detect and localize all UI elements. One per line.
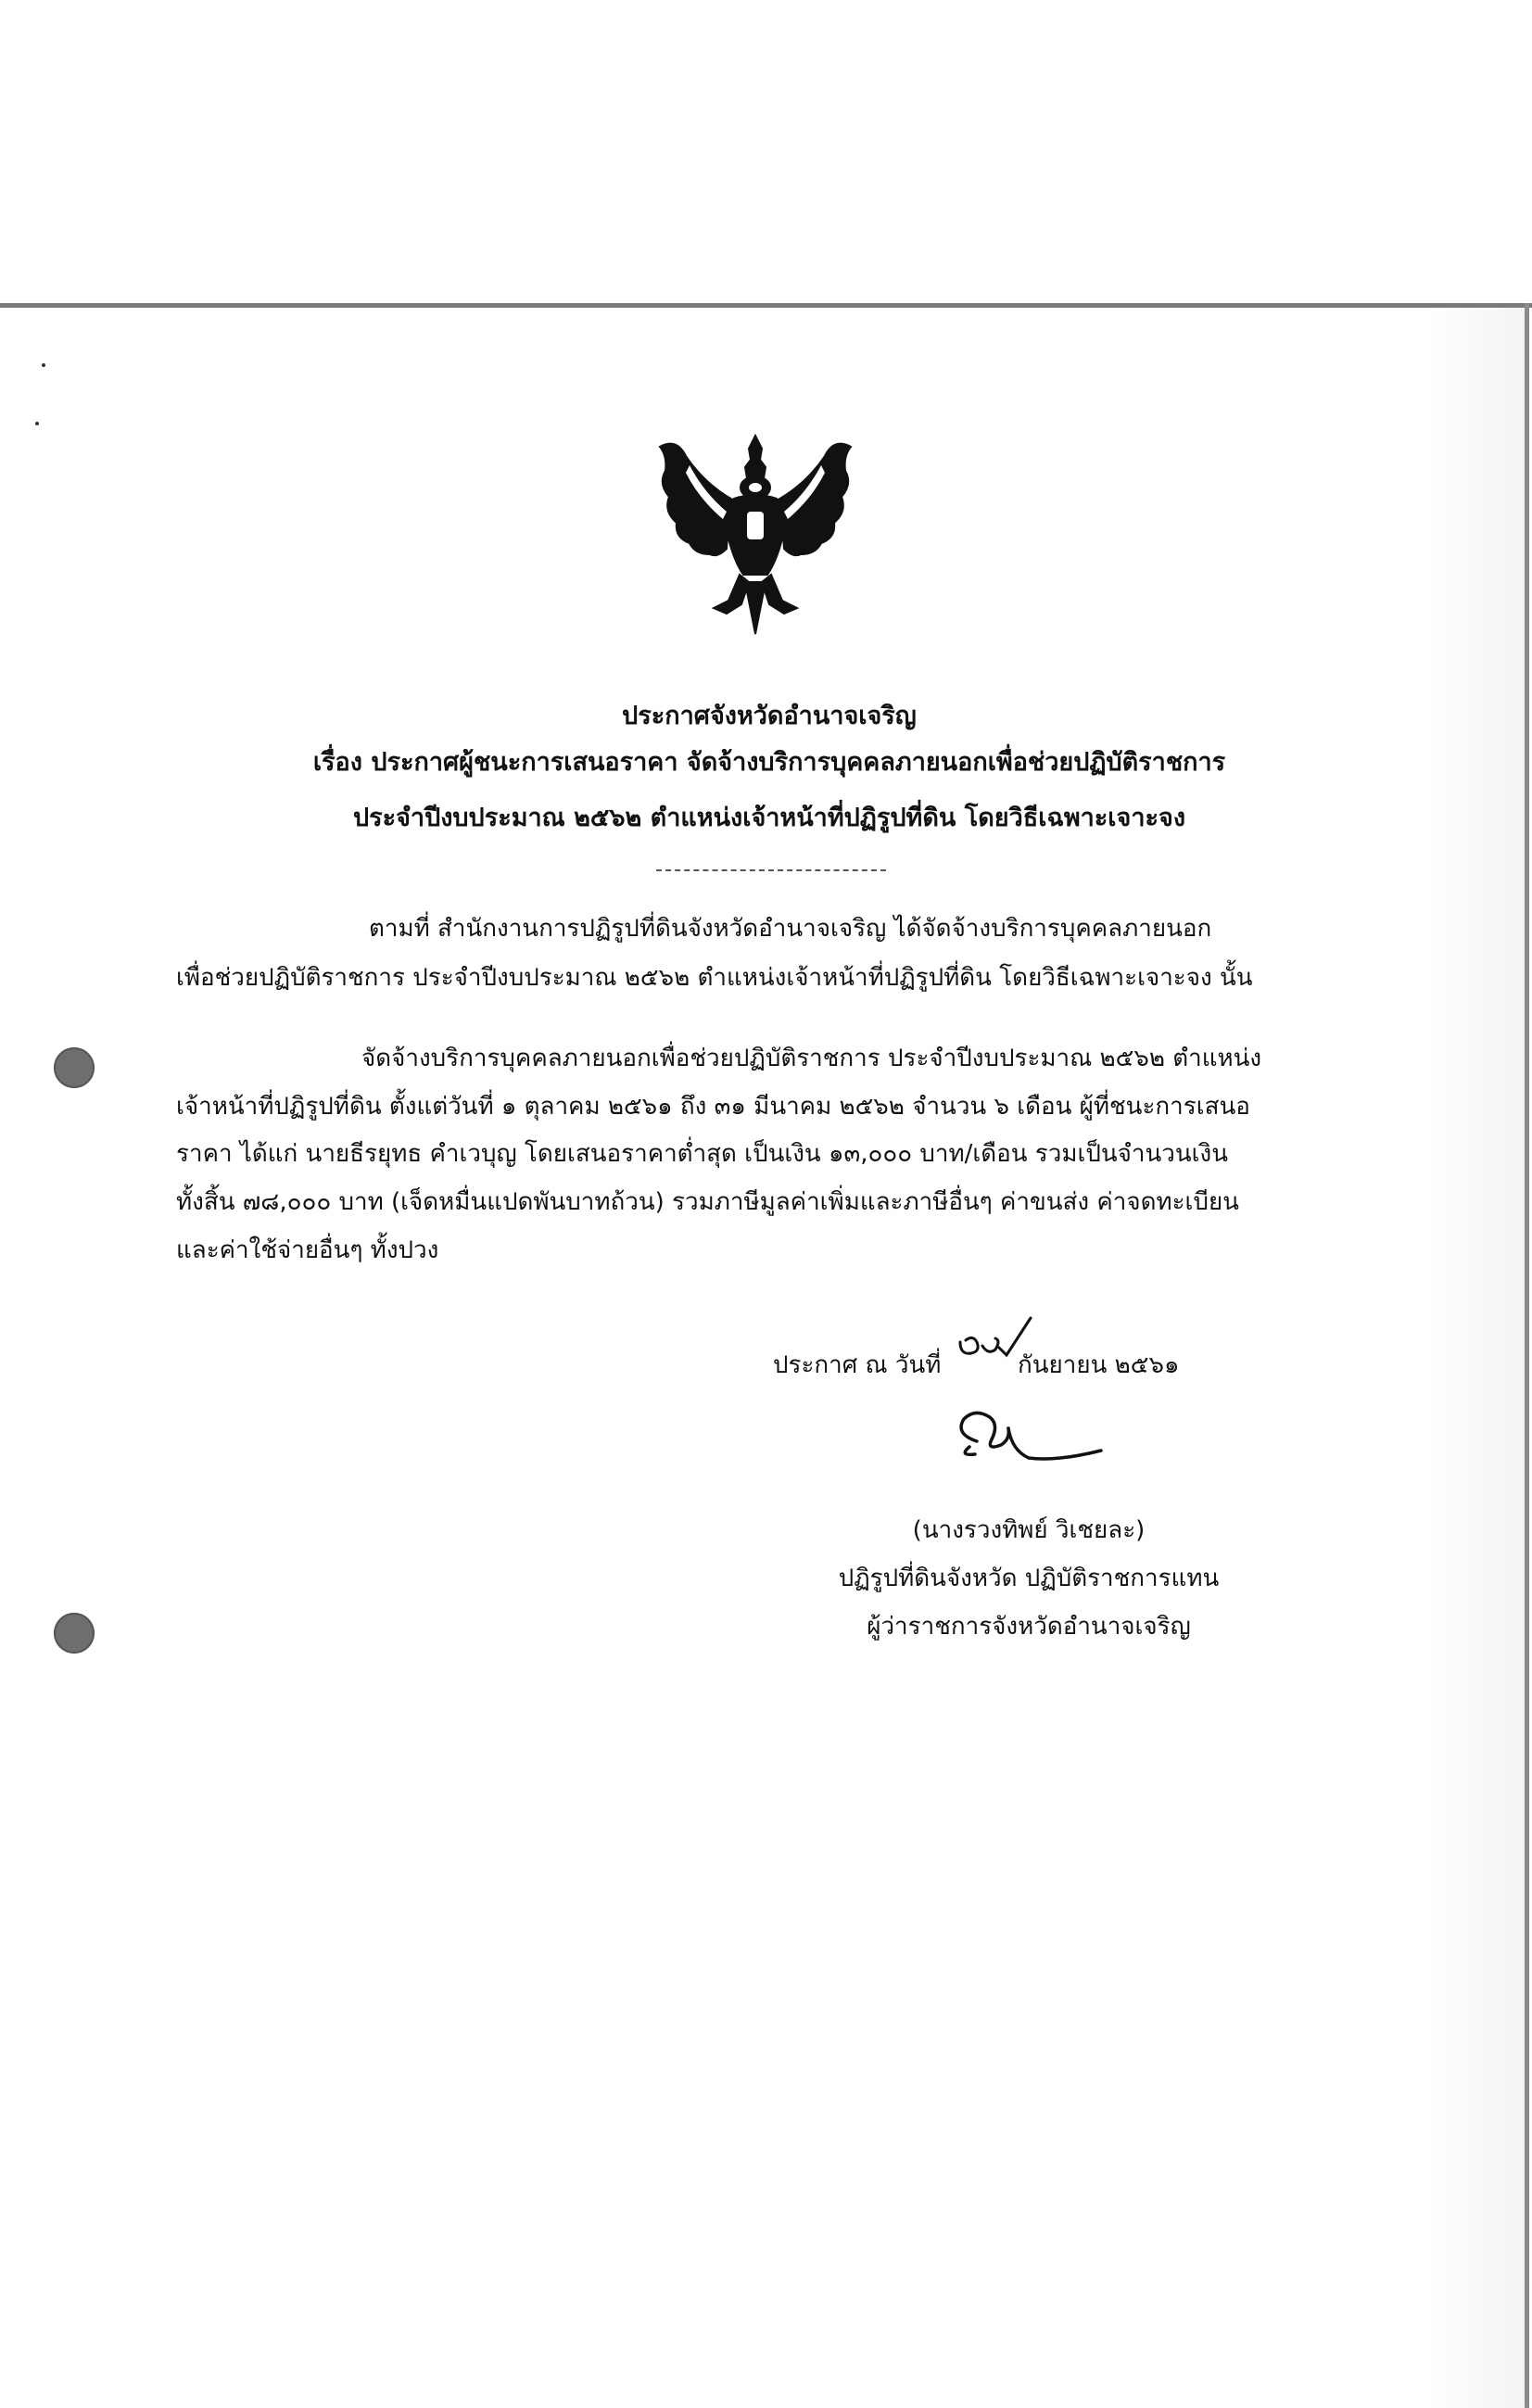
announcement-title: ประกาศจังหวัดอำนาจเจริญ <box>622 702 917 730</box>
signer-position-line2: ผู้ว่าราชการจังหวัดอำนาจเจริญ <box>867 1613 1191 1641</box>
paragraph1-line1: ตามที่ สำนักงานการปฏิรูปที่ดินจังหวัดอำนาจเจริญ ได้จัดจ้างบริการบุคคลภายนอก <box>369 915 1212 943</box>
paragraph2-line3: ราคา ได้แก่ นายธีรยุทธ คำเวบุญ โดยเสนอราคาต่ำสุด เป็นเงิน ๑๓,๐๐๐ บาท/เดือน รวมเป็นจำนวนเงิน <box>176 1140 1229 1168</box>
announce-month-year: กันยายน ๒๕๖๑ <box>1018 1351 1180 1379</box>
paragraph2-line5: และค่าใช้จ่ายอื่นๆ ทั้งปวง <box>176 1236 439 1264</box>
punch-hole-top <box>54 1047 95 1088</box>
garuda-emblem-icon <box>649 419 862 638</box>
handwritten-signature <box>945 1404 1112 1469</box>
scan-right-border <box>1525 303 1529 2408</box>
announcement-subject-line2: ประจำปีงบประมาณ ๒๕๖๒ ตำแหน่งเจ้าหน้าที่ปฏิรูปที่ดิน โดยวิธีเฉพาะเจาะจง <box>352 804 1186 832</box>
announce-date-prefix: ประกาศ ณ วันที่ <box>773 1351 942 1379</box>
separator-rule <box>656 869 886 871</box>
signer-position-line1: ปฏิรูปที่ดินจังหวัด ปฏิบัติราชการแทน <box>838 1565 1220 1592</box>
paragraph2-line2: เจ้าหน้าที่ปฏิรูปที่ดิน ตั้งแต่วันที่ ๑ ตุลาคม ๒๕๖๑ ถึง ๓๑ มีนาคม ๒๕๖๒ จำนวน ๖ เดือน ผู้ที่ชนะการเสนอ <box>176 1093 1250 1121</box>
paragraph2-line4: ทั้งสิ้น ๗๘,๐๐๐ บาท (เจ็ดหมื่นแปดพันบาทถ้วน) รวมภาษีมูลค่าเพิ่มและภาษีอื่นๆ ค่าขนส่ง ค่าจดทะเบียน <box>176 1188 1239 1216</box>
announcement-subject-line1: เรื่อง ประกาศผู้ชนะการเสนอราคา จัดจ้างบริการบุคคลภายนอกเพื่อช่วยปฏิบัติราชการ <box>312 748 1226 777</box>
paragraph2-line1: จัดจ้างบริการบุคคลภายนอกเพื่อช่วยปฏิบัติราชการ ประจำปีงบประมาณ ๒๕๖๒ ตำแหน่ง <box>361 1045 1262 1072</box>
punch-hole-bottom <box>54 1613 95 1654</box>
paragraph1-line2: เพื่อช่วยปฏิบัติราชการ ประจำปีงบประมาณ ๒๕๖๒ ตำแหน่งเจ้าหน้าที่ปฏิรูปที่ดิน โดยวิธีเฉพาะเจาะจง นั้น <box>176 964 1253 992</box>
scan-speck <box>42 363 45 367</box>
scan-speck <box>35 422 39 425</box>
scan-right-shade <box>1427 308 1525 2408</box>
scan-top-border <box>0 303 1532 308</box>
signer-name: (นางรวงทิพย์ วิเชยละ) <box>912 1516 1146 1544</box>
